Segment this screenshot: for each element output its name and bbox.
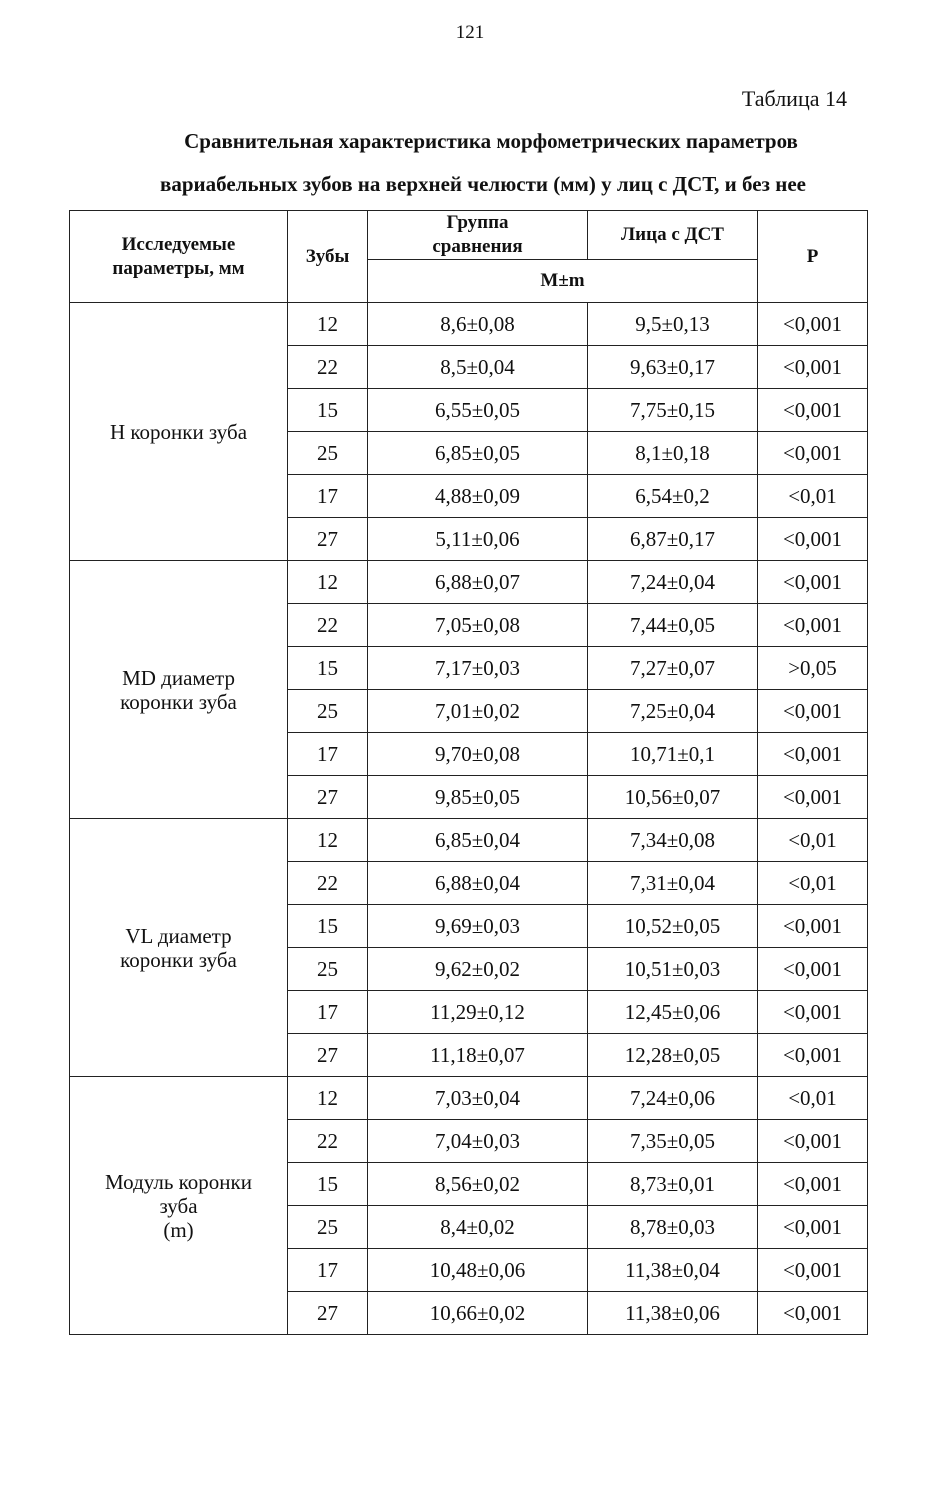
- dst-value-cell: 11,38±0,04: [588, 1249, 758, 1292]
- p-value-cell: <0,001: [758, 690, 868, 733]
- header-parameters-line-2: параметры, мм: [112, 257, 245, 279]
- dst-value-cell: 7,44±0,05: [588, 604, 758, 647]
- comparison-value-cell: 8,4±0,02: [368, 1206, 588, 1249]
- table-header: [70, 211, 868, 303]
- tooth-cell: 12: [288, 1077, 368, 1120]
- dst-value-cell: 7,24±0,04: [588, 561, 758, 604]
- p-value-cell: <0,001: [758, 518, 868, 561]
- morphometric-table: [69, 210, 868, 1335]
- parameter-cell: [70, 303, 288, 561]
- table-row: [70, 561, 868, 604]
- p-value-cell: <0,001: [758, 948, 868, 991]
- p-value-cell: <0,001: [758, 1249, 868, 1292]
- comparison-value-cell: 7,04±0,03: [368, 1120, 588, 1163]
- comparison-value-cell: 6,55±0,05: [368, 389, 588, 432]
- comparison-value-cell: 6,85±0,05: [368, 432, 588, 475]
- p-value-cell: <0,001: [758, 776, 868, 819]
- header-teeth: Зубы: [288, 211, 368, 303]
- comparison-value-cell: 7,03±0,04: [368, 1077, 588, 1120]
- tooth-cell: 22: [288, 1120, 368, 1163]
- p-value-cell: <0,001: [758, 991, 868, 1034]
- comparison-value-cell: 5,11±0,06: [368, 518, 588, 561]
- dst-value-cell: 6,54±0,2: [588, 475, 758, 518]
- tooth-cell: 25: [288, 690, 368, 733]
- parameter-label-line: Н коронки зуба: [109, 419, 248, 444]
- dst-value-cell: 7,75±0,15: [588, 389, 758, 432]
- comparison-value-cell: 9,62±0,02: [368, 948, 588, 991]
- comparison-value-cell: 9,69±0,03: [368, 905, 588, 948]
- tooth-cell: 22: [288, 604, 368, 647]
- header-mean-error: M±m: [368, 260, 758, 303]
- parameter-label-line: зуба: [159, 1193, 198, 1218]
- tooth-cell: 12: [288, 819, 368, 862]
- p-value-cell: <0,001: [758, 561, 868, 604]
- dst-value-cell: 10,51±0,03: [588, 948, 758, 991]
- dst-value-cell: 7,35±0,05: [588, 1120, 758, 1163]
- comparison-value-cell: 8,6±0,08: [368, 303, 588, 346]
- header-p: P: [758, 211, 868, 303]
- table-row: [70, 1077, 868, 1120]
- parameter-label-line: коронки зуба: [120, 689, 237, 714]
- tooth-cell: 12: [288, 303, 368, 346]
- parameter-cell: [70, 561, 288, 819]
- dst-value-cell: 7,27±0,07: [588, 647, 758, 690]
- comparison-value-cell: 6,88±0,04: [368, 862, 588, 905]
- header-comparison-line-2: сравнения: [432, 236, 523, 257]
- comparison-value-cell: 10,66±0,02: [368, 1292, 588, 1335]
- header-comparison-line-1: Группа: [446, 212, 509, 233]
- table-row: [70, 819, 868, 862]
- parameter-label-line: MD диаметр: [122, 665, 235, 690]
- dst-value-cell: 7,34±0,08: [588, 819, 758, 862]
- tooth-cell: 22: [288, 862, 368, 905]
- comparison-value-cell: 4,88±0,09: [368, 475, 588, 518]
- tooth-cell: 17: [288, 733, 368, 776]
- dst-value-cell: 7,25±0,04: [588, 690, 758, 733]
- dst-value-cell: 10,56±0,07: [588, 776, 758, 819]
- p-value-cell: <0,001: [758, 346, 868, 389]
- p-value-cell: <0,001: [758, 1034, 868, 1077]
- parameter-cell: [70, 1077, 288, 1335]
- comparison-value-cell: 7,01±0,02: [368, 690, 588, 733]
- table-body: [70, 303, 868, 1335]
- dst-value-cell: 10,52±0,05: [588, 905, 758, 948]
- parameter-label-line: VL диаметр: [125, 923, 232, 948]
- tooth-cell: 17: [288, 1249, 368, 1292]
- dst-value-cell: 8,78±0,03: [588, 1206, 758, 1249]
- comparison-value-cell: 11,29±0,12: [368, 991, 588, 1034]
- tooth-cell: 15: [288, 905, 368, 948]
- dst-value-cell: 12,28±0,05: [588, 1034, 758, 1077]
- comparison-value-cell: 9,85±0,05: [368, 776, 588, 819]
- p-value-cell: <0,001: [758, 389, 868, 432]
- header-dst: Лица с ДСТ: [588, 211, 758, 260]
- parameter-label-line: Модуль коронки: [105, 1169, 252, 1194]
- dst-value-cell: 8,1±0,18: [588, 432, 758, 475]
- tooth-cell: 27: [288, 1034, 368, 1077]
- p-value-cell: <0,001: [758, 733, 868, 776]
- comparison-value-cell: 8,5±0,04: [368, 346, 588, 389]
- dst-value-cell: 7,24±0,06: [588, 1077, 758, 1120]
- comparison-value-cell: 7,05±0,08: [368, 604, 588, 647]
- dst-value-cell: 8,73±0,01: [588, 1163, 758, 1206]
- tooth-cell: 25: [288, 432, 368, 475]
- dst-value-cell: 9,5±0,13: [588, 303, 758, 346]
- p-value-cell: <0,001: [758, 1206, 868, 1249]
- tooth-cell: 25: [288, 1206, 368, 1249]
- table-row: [70, 303, 868, 346]
- header-parameters: [70, 211, 288, 303]
- p-value-cell: <0,001: [758, 905, 868, 948]
- dst-value-cell: 12,45±0,06: [588, 991, 758, 1034]
- tooth-cell: 27: [288, 776, 368, 819]
- header-comparison-group: [368, 211, 588, 260]
- dst-value-cell: 7,31±0,04: [588, 862, 758, 905]
- p-value-cell: <0,01: [758, 475, 868, 518]
- p-value-cell: <0,001: [758, 604, 868, 647]
- p-value-cell: <0,001: [758, 1163, 868, 1206]
- tooth-cell: 15: [288, 389, 368, 432]
- parameter-label-line: (m): [163, 1217, 194, 1242]
- p-value-cell: <0,001: [758, 432, 868, 475]
- tooth-cell: 22: [288, 346, 368, 389]
- dst-value-cell: 6,87±0,17: [588, 518, 758, 561]
- tooth-cell: 25: [288, 948, 368, 991]
- p-value-cell: <0,001: [758, 303, 868, 346]
- tooth-cell: 27: [288, 518, 368, 561]
- tooth-cell: 17: [288, 991, 368, 1034]
- dst-value-cell: 9,63±0,17: [588, 346, 758, 389]
- comparison-value-cell: 10,48±0,06: [368, 1249, 588, 1292]
- parameter-cell: [70, 819, 288, 1077]
- comparison-value-cell: 11,18±0,07: [368, 1034, 588, 1077]
- p-value-cell: <0,01: [758, 819, 868, 862]
- tooth-cell: 27: [288, 1292, 368, 1335]
- dst-value-cell: 11,38±0,06: [588, 1292, 758, 1335]
- comparison-value-cell: 6,88±0,07: [368, 561, 588, 604]
- comparison-value-cell: 7,17±0,03: [368, 647, 588, 690]
- comparison-value-cell: 8,56±0,02: [368, 1163, 588, 1206]
- table-caption-line-1: Сравнительная характеристика морфометрических параметров: [184, 129, 798, 153]
- p-value-cell: <0,001: [758, 1292, 868, 1335]
- dst-value-cell: 10,71±0,1: [588, 733, 758, 776]
- p-value-cell: <0,01: [758, 862, 868, 905]
- parameter-label-line: коронки зуба: [120, 947, 237, 972]
- tooth-cell: 15: [288, 647, 368, 690]
- page-number: 121: [455, 22, 485, 43]
- p-value-cell: >0,05: [758, 647, 868, 690]
- table-caption-line-2: вариабельных зубов на верхней челюсти (мм) у лиц с ДСТ, и без нее: [160, 172, 806, 196]
- p-value-cell: <0,01: [758, 1077, 868, 1120]
- comparison-value-cell: 6,85±0,04: [368, 819, 588, 862]
- table-label: Таблица 14: [741, 86, 847, 111]
- tooth-cell: 12: [288, 561, 368, 604]
- header-parameters-line-1: Исследуемые: [121, 233, 236, 255]
- comparison-value-cell: 9,70±0,08: [368, 733, 588, 776]
- tooth-cell: 15: [288, 1163, 368, 1206]
- tooth-cell: 17: [288, 475, 368, 518]
- p-value-cell: <0,001: [758, 1120, 868, 1163]
